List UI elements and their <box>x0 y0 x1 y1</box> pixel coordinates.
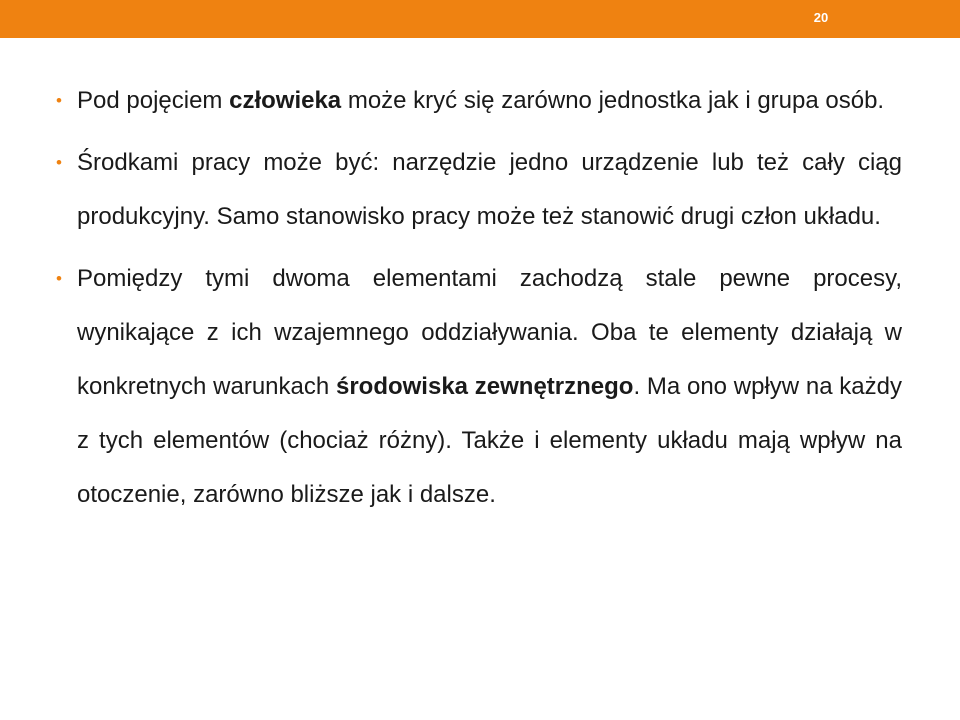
header-bar <box>0 0 960 38</box>
bullet-item <box>56 74 902 128</box>
bullet-item <box>56 252 902 522</box>
bullet-item <box>56 136 902 244</box>
bold-term: człowieka <box>229 87 342 114</box>
bullet-dot-icon: • <box>56 91 62 110</box>
bullet-list <box>56 74 902 522</box>
bullet-text: Środkami pracy może być: narzędzie jedno urządzenie lub też cały ciąg produkcyjny. Samo stanowisko pracy może też stanowić drugi człon układu. <box>77 149 902 230</box>
slide-content <box>56 74 902 530</box>
bullet-text: . Ma ono wpływ na każdy z tych elementów (chociaż różny). Także i elementy układu mają wpływ na otoczenie, zarówno bliższe jak i dalsze. <box>77 373 902 508</box>
bullet-dot-icon: • <box>56 269 62 288</box>
bullet-text: może kryć się zarówno jednostka jak i grupa osób. <box>341 87 885 114</box>
slide-number: 20 <box>813 10 829 25</box>
bullet-text: Pod pojęciem <box>77 87 230 114</box>
bullet-text: Pomiędzy tymi dwoma elementami zachodzą stale pewne procesy, wynikające z ich wzajemnego oddziaływania. Oba te elementy działają w konkretnych warunkach <box>77 265 902 400</box>
bullet-dot-icon: • <box>56 153 62 172</box>
bold-term: środowiska zewnętrznego <box>335 373 634 400</box>
